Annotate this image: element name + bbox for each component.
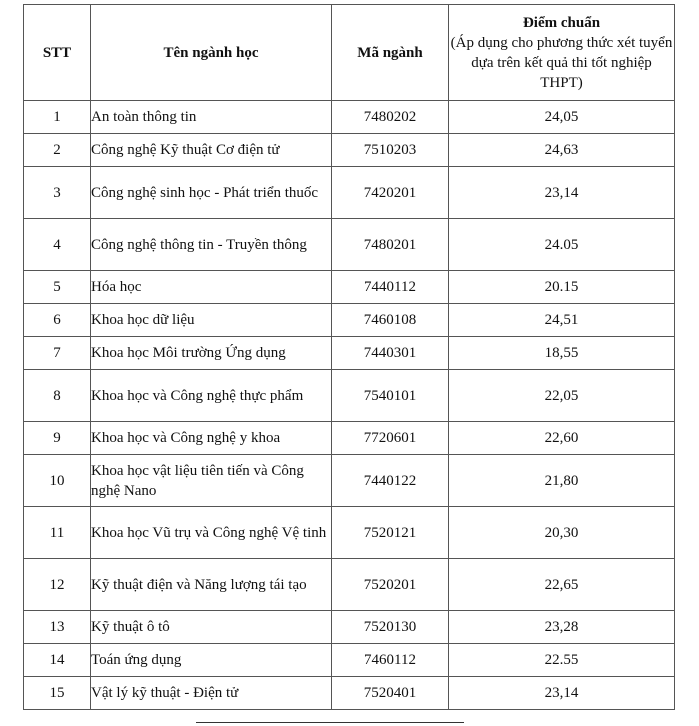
cell-program-code: 7520130 <box>332 611 449 644</box>
cell-score: 18,55 <box>449 337 675 370</box>
cell-program-code: 7440301 <box>332 337 449 370</box>
cell-program-name: Khoa học vật liệu tiên tiến và Công nghệ Nano <box>91 455 332 507</box>
table-row <box>24 559 675 611</box>
cell-program-name: Kỹ thuật ô tô <box>91 611 332 644</box>
cell-stt: 11 <box>24 507 91 559</box>
cell-score: 23,28 <box>449 611 675 644</box>
cell-program-name: Toán ứng dụng <box>91 644 332 677</box>
cell-program-code: 7720601 <box>332 422 449 455</box>
table-row <box>24 337 675 370</box>
table-row <box>24 370 675 422</box>
cell-program-name: An toàn thông tin <box>91 101 332 134</box>
cell-stt: 7 <box>24 337 91 370</box>
cell-program-name: Công nghệ sinh học - Phát triển thuốc <box>91 167 332 219</box>
cell-program-name: Khoa học Vũ trụ và Công nghệ Vệ tinh <box>91 507 332 559</box>
table-row <box>24 677 675 710</box>
cell-program-code: 7460112 <box>332 644 449 677</box>
cell-program-code: 7420201 <box>332 167 449 219</box>
table-row <box>24 455 675 507</box>
cell-program-name: Khoa học Môi trường Ứng dụng <box>91 337 332 370</box>
cell-program-name: Khoa học dữ liệu <box>91 304 332 337</box>
table-row <box>24 611 675 644</box>
cell-stt: 10 <box>24 455 91 507</box>
table-row <box>24 219 675 271</box>
cell-stt: 3 <box>24 167 91 219</box>
cell-score: 24,05 <box>449 101 675 134</box>
cell-program-name: Vật lý kỹ thuật - Điện tử <box>91 677 332 710</box>
cell-program-code: 7520201 <box>332 559 449 611</box>
table-row <box>24 134 675 167</box>
header-stt: STT <box>24 5 91 101</box>
cell-program-code: 7480201 <box>332 219 449 271</box>
table-header-row <box>24 5 675 101</box>
cell-program-code: 7520401 <box>332 677 449 710</box>
cell-stt: 9 <box>24 422 91 455</box>
cell-score: 20,30 <box>449 507 675 559</box>
cell-score: 23,14 <box>449 677 675 710</box>
cell-stt: 2 <box>24 134 91 167</box>
cell-stt: 1 <box>24 101 91 134</box>
admission-score-table <box>23 4 675 710</box>
cell-program-code: 7440122 <box>332 455 449 507</box>
cell-program-name: Công nghệ Kỹ thuật Cơ điện tử <box>91 134 332 167</box>
header-score-title: Điểm chuẩn <box>522 14 601 31</box>
cell-stt: 6 <box>24 304 91 337</box>
header-program-name: Tên ngành học <box>91 5 332 101</box>
cell-program-name: Khoa học và Công nghệ thực phẩm <box>91 370 332 422</box>
cell-score: 20.15 <box>449 271 675 304</box>
header-program-code: Mã ngành <box>332 5 449 101</box>
cell-stt: 4 <box>24 219 91 271</box>
cell-stt: 12 <box>24 559 91 611</box>
table-row <box>24 507 675 559</box>
table-row <box>24 422 675 455</box>
cell-score: 22,60 <box>449 422 675 455</box>
cell-program-code: 7540101 <box>332 370 449 422</box>
cell-program-code: 7440112 <box>332 271 449 304</box>
page-bottom-rule <box>196 722 464 723</box>
header-score-note: (Áp dụng cho phương thức xét tuyển dựa trên kết quả thi tốt nghiệp THPT) <box>450 34 673 91</box>
cell-program-code: 7480202 <box>332 101 449 134</box>
cell-stt: 14 <box>24 644 91 677</box>
cell-program-code: 7510203 <box>332 134 449 167</box>
header-benchmark-score <box>449 5 675 101</box>
cell-stt: 8 <box>24 370 91 422</box>
cell-score: 24,63 <box>449 134 675 167</box>
cell-program-name: Hóa học <box>91 271 332 304</box>
table-row <box>24 304 675 337</box>
cell-score: 22,05 <box>449 370 675 422</box>
cell-stt: 5 <box>24 271 91 304</box>
cell-program-name: Kỹ thuật điện và Năng lượng tái tạo <box>91 559 332 611</box>
cell-score: 22.55 <box>449 644 675 677</box>
cell-score: 24.05 <box>449 219 675 271</box>
table-row <box>24 101 675 134</box>
cell-score: 24,51 <box>449 304 675 337</box>
table-row <box>24 644 675 677</box>
table-row <box>24 271 675 304</box>
cell-stt: 15 <box>24 677 91 710</box>
cell-program-name: Khoa học và Công nghệ y khoa <box>91 422 332 455</box>
table-row <box>24 167 675 219</box>
cell-stt: 13 <box>24 611 91 644</box>
cell-program-code: 7460108 <box>332 304 449 337</box>
cell-program-code: 7520121 <box>332 507 449 559</box>
cell-score: 21,80 <box>449 455 675 507</box>
cell-score: 23,14 <box>449 167 675 219</box>
cell-score: 22,65 <box>449 559 675 611</box>
cell-program-name: Công nghệ thông tin - Truyền thông <box>91 219 332 271</box>
